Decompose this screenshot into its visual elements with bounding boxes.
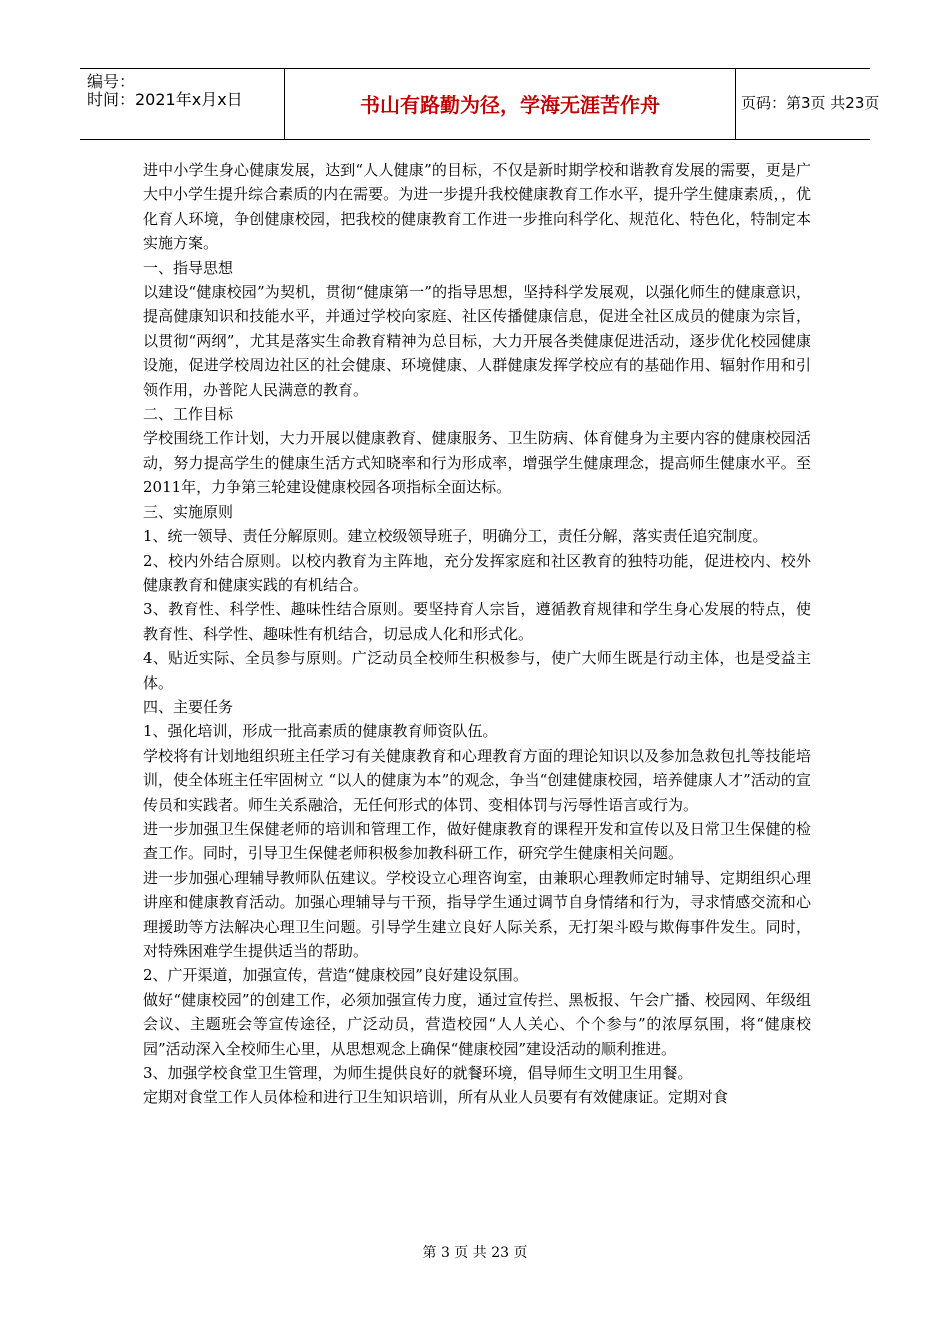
page-header: [80, 68, 880, 140]
task-heading: 3、加强学校食堂卫生管理，为师生提供良好的就餐环境，倡导师生文明卫生用餐。: [143, 1064, 693, 1083]
paragraph: 学校将有计划地组织班主任学习有关健康教育和心理教育方面的理论知识以及参加急救包扎等技能培训，使全体班主任牢固树立 “以人的健康为本”的观念，争当“创建健康校园，培养健康人才”活动的宣传员和实践者。师生关系融洽，无任何形式的体罚、变相体罚与污辱性语言或行为。: [143, 746, 811, 814]
paragraph: 进一步加强卫生保健老师的培训和管理工作，做好健康教育的课程开发和宣传以及日常卫生保健的检查工作。同时，引导卫生保健老师积极参加教科研工作，研究学生健康相关问题。: [143, 819, 811, 863]
paragraph: 做好“健康校园”的创建工作，必须加强宣传力度，通过宣传拦、黑板报、午会广播、校园网、年级组会议、主题班会等宣传途径，广泛动员，营造校园“人人关心、个个参与”的浓厚氛围，将“健康校园”活动深入全校师生心里，从思想观念上确保“健康校园”建设活动的顺利推进。: [143, 990, 811, 1058]
header-page-info: 页码：第3页 共23页: [741, 94, 880, 112]
page-footer: 第 3 页 共 23 页: [422, 1245, 528, 1261]
document-number-label: 编号：: [87, 72, 136, 91]
section-heading-work-goals: 二、工作目标: [143, 405, 234, 424]
list-item: 3、教育性、科学性、趣味性结合原则。要坚持育人宗旨，遵循教育规律和学生身心发展的特点，使教育性、科学性、趣味性有机结合，切忌成人化和形式化。: [143, 600, 811, 643]
document-body: [143, 158, 811, 1110]
paragraph: 进一步加强心理辅导教师队伍建议。学校设立心理咨询室，由兼职心理教师定时辅导、定期组织心理讲座和健康教育活动。加强心理辅导与干预，指导学生通过调节自身情绪和行为，寻求情感交流和心理援助等方法解决心理卫生问题。引导学生建立良好人际关系，无打架斗殴与欺侮事件发生。同时，对特殊困难学生提供适当的帮助。: [143, 868, 811, 960]
header-page-cell: [735, 69, 880, 139]
list-item: 2、校内外结合原则。以校内教育为主阵地，充分发挥家庭和社区教育的独特功能，促进校内、校外健康教育和健康实践的有机结合。: [143, 551, 811, 594]
section-heading-guiding-ideology: 一、指导思想: [143, 258, 234, 277]
header-motto: 书山有路勤为径，学海无涯苦作舟: [360, 93, 660, 117]
paragraph: 以建设“健康校园”为契机，贯彻“健康第一”的指导思想，坚持科学发展观，以强化师生的健康意识，提高健康知识和技能水平，并通过学校向家庭、社区传播健康信息，促进全社区成员的健康为宗旨，以贯彻“两纲”，尤其是落实生命教育精神为总目标，大力开展各类健康促进活动，逐步优化校园健康设施，促进学校周边社区的社会健康、环境健康、人群健康发挥学校应有的基础作用、辐射作用和引领作用，办普陀人民满意的教育。: [143, 283, 811, 399]
paragraph-intro: 进中小学生身心健康发展，达到“人人健康”的目标，不仅是新时期学校和谐教育发展的需要，更是广大中小学生提升综合素质的内在需要。为进一步提升我校健康教育工作水平，提升学生健康素质，，优化育人环境，争创健康校园，把我校的健康教育工作进一步推向科学化、规范化、特色化，特制定本实施方案。: [143, 161, 811, 253]
paragraph: 学校围绕工作计划，大力开展以健康教育、健康服务、卫生防病、体育健身为主要内容的健康校园活动，努力提高学生的健康生活方式知晓率和行为形成率，增强学生健康理念，提高师生健康水平。至2011年，力争第三轮建设健康校园各项指标全面达标。: [143, 429, 811, 497]
section-heading-principles: 三、实施原则: [143, 502, 234, 521]
task-heading: 1、强化培训，形成一批高素质的健康教育师资队伍。: [143, 722, 498, 741]
list-item: 4、贴近实际、全员参与原则。广泛动员全校师生积极参与，使广大师生既是行动主体，也是受益主体。: [143, 649, 811, 692]
section-heading-main-tasks: 四、主要任务: [143, 697, 234, 716]
header-meta-cell: [80, 69, 283, 139]
paragraph: 定期对食堂工作人员体检和进行卫生知识培训，所有从业人员要有有效健康证。定期对食: [143, 1088, 729, 1107]
task-heading: 2、广开渠道，加强宣传，营造“健康校园”良好建设氛围。: [143, 966, 528, 985]
header-motto-cell: [284, 69, 736, 139]
document-date-label: 时间：2021年x月x日: [87, 90, 243, 109]
list-item: 1、统一领导、责任分解原则。建立校级领导班子，明确分工，责任分解，落实责任追究制度。: [143, 527, 768, 546]
